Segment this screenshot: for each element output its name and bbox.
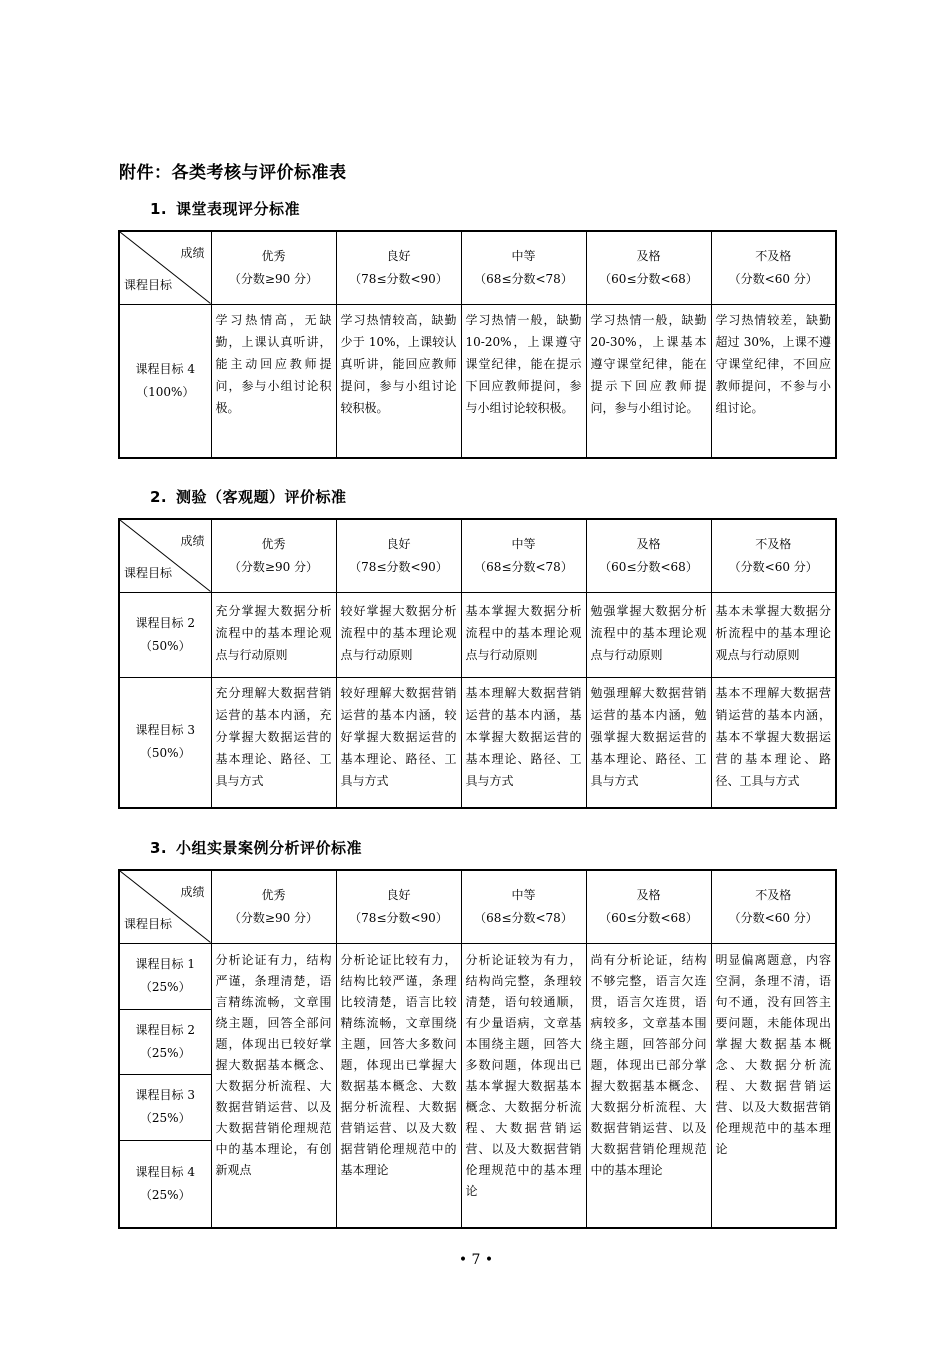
grade-name: 中等 [511, 887, 536, 902]
grade-name: 良好 [386, 248, 411, 263]
goal-cell: 课程目标 2 （50%） [119, 592, 211, 677]
criteria-cell: 基本掌握大数据分析流程中的基本理论观点与行动原则 [461, 592, 586, 677]
section-label: 课堂表现评分标准 [176, 200, 301, 218]
grade-range: （60≤分数<68） [599, 910, 698, 925]
grade-range: （60≤分数<68） [599, 271, 698, 286]
page-title: 附件：各类考核与评价标准表 [119, 163, 347, 183]
grade-range: （68≤分数<78） [474, 271, 573, 286]
diagonal-header-cell [119, 519, 211, 592]
grade-range: （分数<60 分） [728, 910, 818, 925]
goal-cell: 课程目标 4 （25%） [119, 1140, 211, 1228]
table-row [119, 677, 836, 808]
grade-range: （68≤分数<78） [474, 559, 573, 574]
diag-grade-label: 成绩 [180, 246, 205, 260]
section-number: 3. [150, 839, 168, 857]
diagonal-header-cell [119, 231, 211, 304]
grade-range: （分数<60 分） [728, 271, 818, 286]
grade-good-header [336, 519, 461, 592]
section-number: 2. [150, 488, 168, 506]
table-header-row [119, 519, 836, 592]
classroom-performance-table [118, 230, 837, 459]
grade-name: 优秀 [261, 536, 286, 551]
grade-name: 良好 [386, 536, 411, 551]
criteria-cell: 尚有分析论证，结构不够完整，语言欠连贯，语言欠连贯，语病较多，文章基本围绕主题，回答部分问题，体现出已部分掌握大数据基本概念、大数据分析流程、大数据营销运营、以及大数据营销伦理规范中的基本理论 [586, 943, 711, 1228]
grade-range: （68≤分数<78） [474, 910, 573, 925]
section-3-title [150, 837, 362, 858]
goal-cell: 课程目标 3 （25%） [119, 1074, 211, 1140]
criteria-cell: 学习热情一般，缺勤 20-30%，上课基本遵守课堂纪律，能在提示下回应教师提问，参与小组讨论。 [586, 304, 711, 458]
grade-name: 中等 [511, 248, 536, 263]
criteria-cell: 较好掌握大数据分析流程中的基本理论观点与行动原则 [336, 592, 461, 677]
table-row [119, 304, 836, 458]
criteria-cell: 学习热情高，无缺勤，上课认真听讲，能主动回应教师提问，参与小组讨论积极。 [211, 304, 336, 458]
section-1-title [150, 198, 300, 219]
criteria-cell: 较好理解大数据营销运营的基本内涵，较好掌握大数据运营的基本理论、路径、工具与方式 [336, 677, 461, 808]
criteria-cell: 分析论证有力，结构严谨，条理清楚，语言精练流畅，文章围绕主题，回答全部问题，体现出已较好掌握大数据基本概念、大数据分析流程、大数据营销运营、以及大数据营销伦理规范中的基本理论，有创新观点 [211, 943, 336, 1228]
grade-name: 及格 [636, 536, 661, 551]
goal-cell: 课程目标 3 （50%） [119, 677, 211, 808]
criteria-cell: 分析论证较为有力，结构尚完整，条理较清楚，语句较通顺，有少量语病，文章基本围绕主题，回答大多数问题，体现出已基本掌握大数据基本概念、大数据分析流程、大数据营销运营、以及大数据营销伦理规范中的基本理论 [461, 943, 586, 1228]
grade-fail-header [711, 870, 836, 943]
criteria-cell: 学习热情较高，缺勤少于 10%，上课较认真听讲，能回应教师提问，参与小组讨论较积极。 [336, 304, 461, 458]
grade-range: （分数<60 分） [728, 559, 818, 574]
criteria-cell: 学习热情较差，缺勤超过 30%，上课不遵守课堂纪律，不回应教师提问，不参与小组讨论。 [711, 304, 836, 458]
criteria-cell: 基本未掌握大数据分析流程中的基本理论观点与行动原则 [711, 592, 836, 677]
grade-excellent-header [211, 519, 336, 592]
diagonal-header-cell [119, 870, 211, 943]
goal-cell: 课程目标 1 （25%） [119, 943, 211, 1009]
section-label: 测验（客观题）评价标准 [176, 488, 347, 506]
page-number: • 7 • [458, 1252, 494, 1268]
table-row [119, 943, 836, 1009]
grade-range: （分数≥90 分） [228, 271, 319, 286]
grade-range: （78≤分数<90） [349, 910, 448, 925]
grade-medium-header [461, 231, 586, 304]
grade-range: （分数≥90 分） [228, 910, 319, 925]
diag-goal-label: 课程目标 [124, 277, 173, 292]
grade-name: 及格 [636, 248, 661, 263]
grade-range: （60≤分数<68） [599, 559, 698, 574]
grade-name: 及格 [636, 887, 661, 902]
grade-medium-header [461, 519, 586, 592]
grade-pass-header [586, 519, 711, 592]
grade-range: （78≤分数<90） [349, 559, 448, 574]
section-2-title [150, 486, 347, 507]
diag-grade-label: 成绩 [180, 534, 205, 548]
section-label: 小组实景案例分析评价标准 [176, 839, 363, 857]
section-number: 1. [150, 200, 168, 218]
criteria-cell: 明显偏离题意，内容空洞，条理不清，语句不通，没有回答主要问题，未能体现出掌握大数据基本概念、大数据分析流程、大数据营销运营、以及大数据营销伦理规范中的基本理论 [711, 943, 836, 1228]
grade-name: 良好 [386, 887, 411, 902]
grade-medium-header [461, 870, 586, 943]
criteria-cell: 充分理解大数据营销运营的基本内涵，充分掌握大数据运营的基本理论、路径、工具与方式 [211, 677, 336, 808]
grade-fail-header [711, 519, 836, 592]
criteria-cell: 分析论证比较有力，结构比较严谨，条理比较清楚，语言比较精练流畅，文章围绕主题，回答大多数问题，体现出已掌握大数据基本概念、大数据分析流程、大数据营销运营、以及大数据营销伦理规范中的基本理论 [336, 943, 461, 1228]
criteria-cell: 勉强理解大数据营销运营的基本内涵，勉强掌握大数据运营的基本理论、路径、工具与方式 [586, 677, 711, 808]
grade-name: 优秀 [261, 887, 286, 902]
grade-good-header [336, 231, 461, 304]
grade-excellent-header [211, 231, 336, 304]
grade-range: （分数≥90 分） [228, 559, 319, 574]
diag-goal-label: 课程目标 [124, 916, 173, 931]
criteria-cell: 学习热情一般，缺勤 10-20%，上课遵守课堂纪律，能在提示下回应教师提问，参与小组讨论较积极。 [461, 304, 586, 458]
criteria-cell: 基本不理解大数据营销运营的基本内涵，基本不掌握大数据运营的基本理论、路径、工具与方式 [711, 677, 836, 808]
grade-good-header [336, 870, 461, 943]
grade-excellent-header [211, 870, 336, 943]
criteria-cell: 充分掌握大数据分析流程中的基本理论观点与行动原则 [211, 592, 336, 677]
diag-goal-label: 课程目标 [124, 565, 173, 580]
diag-grade-label: 成绩 [180, 885, 205, 899]
table-header-row [119, 870, 836, 943]
grade-range: （78≤分数<90） [349, 271, 448, 286]
goal-cell: 课程目标 2 （25%） [119, 1009, 211, 1074]
grade-name: 中等 [511, 536, 536, 551]
quiz-table [118, 518, 837, 809]
case-analysis-table [118, 869, 837, 1229]
grade-pass-header [586, 870, 711, 943]
criteria-cell: 基本理解大数据营销运营的基本内涵，基本掌握大数据运营的基本理论、路径、工具与方式 [461, 677, 586, 808]
grade-name: 不及格 [755, 536, 792, 551]
goal-cell: 课程目标 4 （100%） [119, 304, 211, 458]
grade-name: 不及格 [755, 887, 792, 902]
table-header-row [119, 231, 836, 304]
grade-fail-header [711, 231, 836, 304]
grade-name: 优秀 [261, 248, 286, 263]
grade-name: 不及格 [755, 248, 792, 263]
table-row [119, 592, 836, 677]
criteria-cell: 勉强掌握大数据分析流程中的基本理论观点与行动原则 [586, 592, 711, 677]
grade-pass-header [586, 231, 711, 304]
